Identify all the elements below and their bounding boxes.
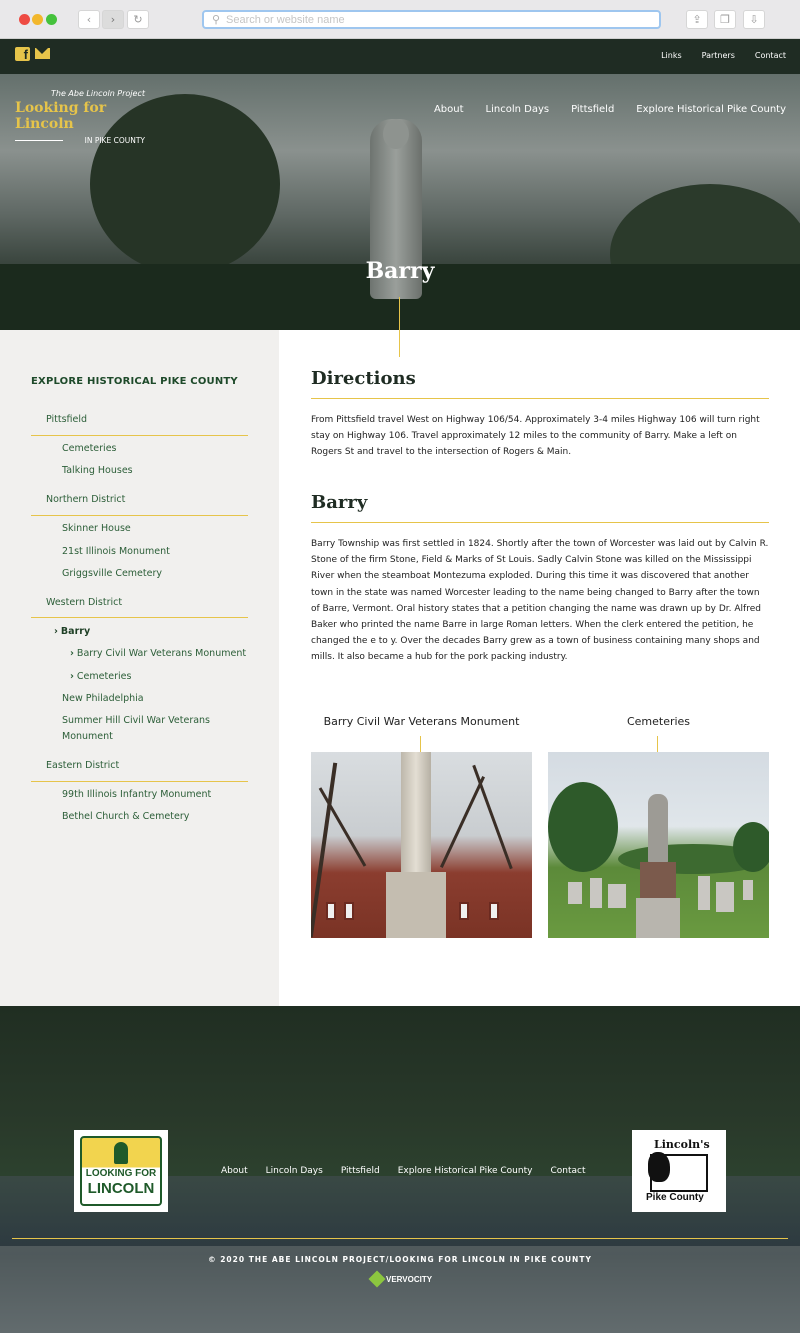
address-bar[interactable] <box>202 10 661 29</box>
logo-tagline: The Abe Lincoln Project <box>50 89 145 98</box>
heading-divider <box>311 522 769 523</box>
reload-icon: ↻ <box>133 13 143 26</box>
download-icon: ⇩ <box>749 13 759 26</box>
logo-subtitle: IN PIKE COUNTY <box>15 136 145 145</box>
vervocity-credit[interactable]: VERVOCITY <box>371 1273 432 1285</box>
footer-nav-pittsfield[interactable]: Pittsfield <box>340 1166 380 1176</box>
sidebar-item-pittsfield[interactable]: Pittsfield <box>46 414 88 425</box>
address-input[interactable] <box>226 13 646 27</box>
sidebar-item-northern-district[interactable]: Northern District <box>46 494 126 505</box>
sidebar-item-new-philadelphia[interactable]: New Philadelphia <box>62 693 144 704</box>
sidebar-item-label: Barry Civil War Veterans Monument <box>76 648 247 659</box>
sidebar-item-label: Barry <box>60 626 91 637</box>
main-nav <box>434 104 786 115</box>
email-icon[interactable] <box>35 48 50 59</box>
sidebar-item-griggsville-cemetery[interactable]: Griggsville Cemetery <box>62 568 162 579</box>
chevron-right-icon: › <box>70 671 74 682</box>
footer-nav-contact[interactable]: Contact <box>550 1166 586 1176</box>
utility-link-partners[interactable]: Partners <box>701 51 735 60</box>
copyright-text: © 2020 THE ABE LINCOLN PROJECT/LOOKING FOR LINCOLN IN PIKE COUNTY <box>208 1255 592 1264</box>
sidebar-item-barry-cemeteries[interactable] <box>70 669 131 685</box>
footer-divider <box>12 1238 788 1239</box>
close-window-button[interactable] <box>19 14 30 25</box>
sidebar-item-barry-monument[interactable] <box>70 646 246 662</box>
nav-pittsfield[interactable]: Pittsfield <box>571 104 615 115</box>
chevron-right-icon: › <box>110 13 116 26</box>
looking-for-lincoln-logo[interactable]: LOOKING FOR LINCOLN <box>74 1130 168 1212</box>
back-button[interactable] <box>78 10 100 29</box>
runner-icon <box>114 1142 128 1164</box>
browser-toolbar <box>0 0 800 39</box>
utility-link-links[interactable]: Links <box>661 51 682 60</box>
lincoln-silhouette-icon <box>648 1152 670 1182</box>
card-title-barry-monument[interactable]: Barry Civil War Veterans Monument <box>323 715 520 728</box>
share-button[interactable] <box>686 10 708 29</box>
sidebar-divider <box>31 781 248 782</box>
tabs-button[interactable] <box>714 10 736 29</box>
utility-link-contact[interactable]: Contact <box>754 51 786 60</box>
sidebar-item-western-district[interactable]: Western District <box>46 597 123 608</box>
chevron-left-icon: ‹ <box>86 13 92 26</box>
chevron-right-icon: › <box>70 648 74 659</box>
nav-about[interactable]: About <box>433 104 464 115</box>
sidebar-item-eastern-district[interactable]: Eastern District <box>46 760 120 771</box>
maximize-window-button[interactable] <box>46 14 57 25</box>
nav-lincoln-days[interactable]: Lincoln Days <box>485 104 550 115</box>
hero-divider-line <box>399 297 400 357</box>
footer-nav-explore[interactable]: Explore Historical Pike County <box>397 1166 533 1176</box>
card-title-cemeteries[interactable]: Cemeteries <box>626 715 691 728</box>
minimize-window-button[interactable] <box>32 14 43 25</box>
logo-title: Looking for Lincoln <box>15 100 107 132</box>
footer-nav-about[interactable]: About <box>221 1166 248 1176</box>
footer <box>0 1006 800 1333</box>
vervocity-logo-icon <box>369 1271 386 1288</box>
sidebar-item-label: Cemeteries <box>76 671 132 682</box>
heading-divider <box>311 398 769 399</box>
sidebar-divider <box>31 515 248 516</box>
nav-explore[interactable]: Explore Historical Pike County <box>636 104 786 115</box>
reload-button[interactable] <box>127 10 149 29</box>
sidebar-divider <box>31 617 248 618</box>
lincolns-pike-county-logo[interactable]: Lincoln's Pike County <box>632 1130 726 1212</box>
sidebar-divider <box>31 435 248 436</box>
directions-heading: Directions <box>311 368 416 389</box>
barry-heading: Barry <box>311 492 368 513</box>
photo-cemeteries[interactable] <box>548 752 769 938</box>
photo-barry-monument[interactable] <box>311 752 532 938</box>
sidebar-item-barry[interactable] <box>54 624 90 640</box>
sidebar-item-21st-illinois-monument[interactable]: 21st Illinois Monument <box>62 546 170 557</box>
sidebar-item-summer-hill-monument[interactable]: Summer Hill Civil War Veterans Monument <box>62 715 211 742</box>
site-logo[interactable] <box>15 89 145 145</box>
barry-history-text: Barry Township was first settled in 1824. Shortly after the town of Worcester was laid out by Calvin R. Stone of the firm Stone, Field & Marks of St Louis. Sadly Calvin Stone was killed on the Mississippi River when the steamboat Montezuma exploded. During this time it was discovered that another town in the state was named Worcester leading to the name being changed to Barry after the town of Barre, Vermont. Oral history states that a petition changing the name was drawn up by Dr. Alfred Baker who printed the name Barre in large Roman letters. When the clerk entered the petition, he changed the e to y. Over the decades Barry grew as a town of business containing many shops and mills. It also became a hub for the pork packing industry. <box>311 539 769 663</box>
sidebar-item-99th-illinois-monument[interactable]: 99th Illinois Infantry Monument <box>62 789 212 800</box>
forward-button[interactable] <box>102 10 124 29</box>
sidebar-title: EXPLORE HISTORICAL PIKE COUNTY <box>31 376 238 387</box>
sidebar-item-skinner-house[interactable]: Skinner House <box>62 523 131 534</box>
footer-nav <box>221 1166 585 1176</box>
page-title: Barry <box>365 258 435 284</box>
share-icon: ⇪ <box>692 13 702 26</box>
downloads-button[interactable] <box>743 10 765 29</box>
directions-text: From Pittsfield travel West on Highway 106/54. Approximately 3-4 miles Highway 106 will turn right stay on Highway 106. Travel approximately 12 miles to the community of Barry. Make a left on Rogers St and travel to the intersection of Rogers & Main. <box>311 415 760 458</box>
search-icon: ⚲ <box>212 13 221 26</box>
footer-nav-lincoln-days[interactable]: Lincoln Days <box>265 1166 323 1176</box>
facebook-icon[interactable]: f <box>15 47 30 61</box>
sidebar-item-talking-houses[interactable]: Talking Houses <box>62 465 133 476</box>
sidebar-item-cemeteries[interactable]: Cemeteries <box>62 443 117 454</box>
top-utility-bar <box>0 39 800 74</box>
chevron-right-icon: › <box>54 626 58 637</box>
tabs-icon: ❐ <box>720 13 730 26</box>
hero-statue-head <box>383 119 409 149</box>
sidebar-item-bethel-church[interactable]: Bethel Church & Cemetery <box>62 811 190 822</box>
utility-nav <box>661 51 786 60</box>
hero-banner <box>0 74 800 330</box>
sidebar <box>0 330 279 1006</box>
